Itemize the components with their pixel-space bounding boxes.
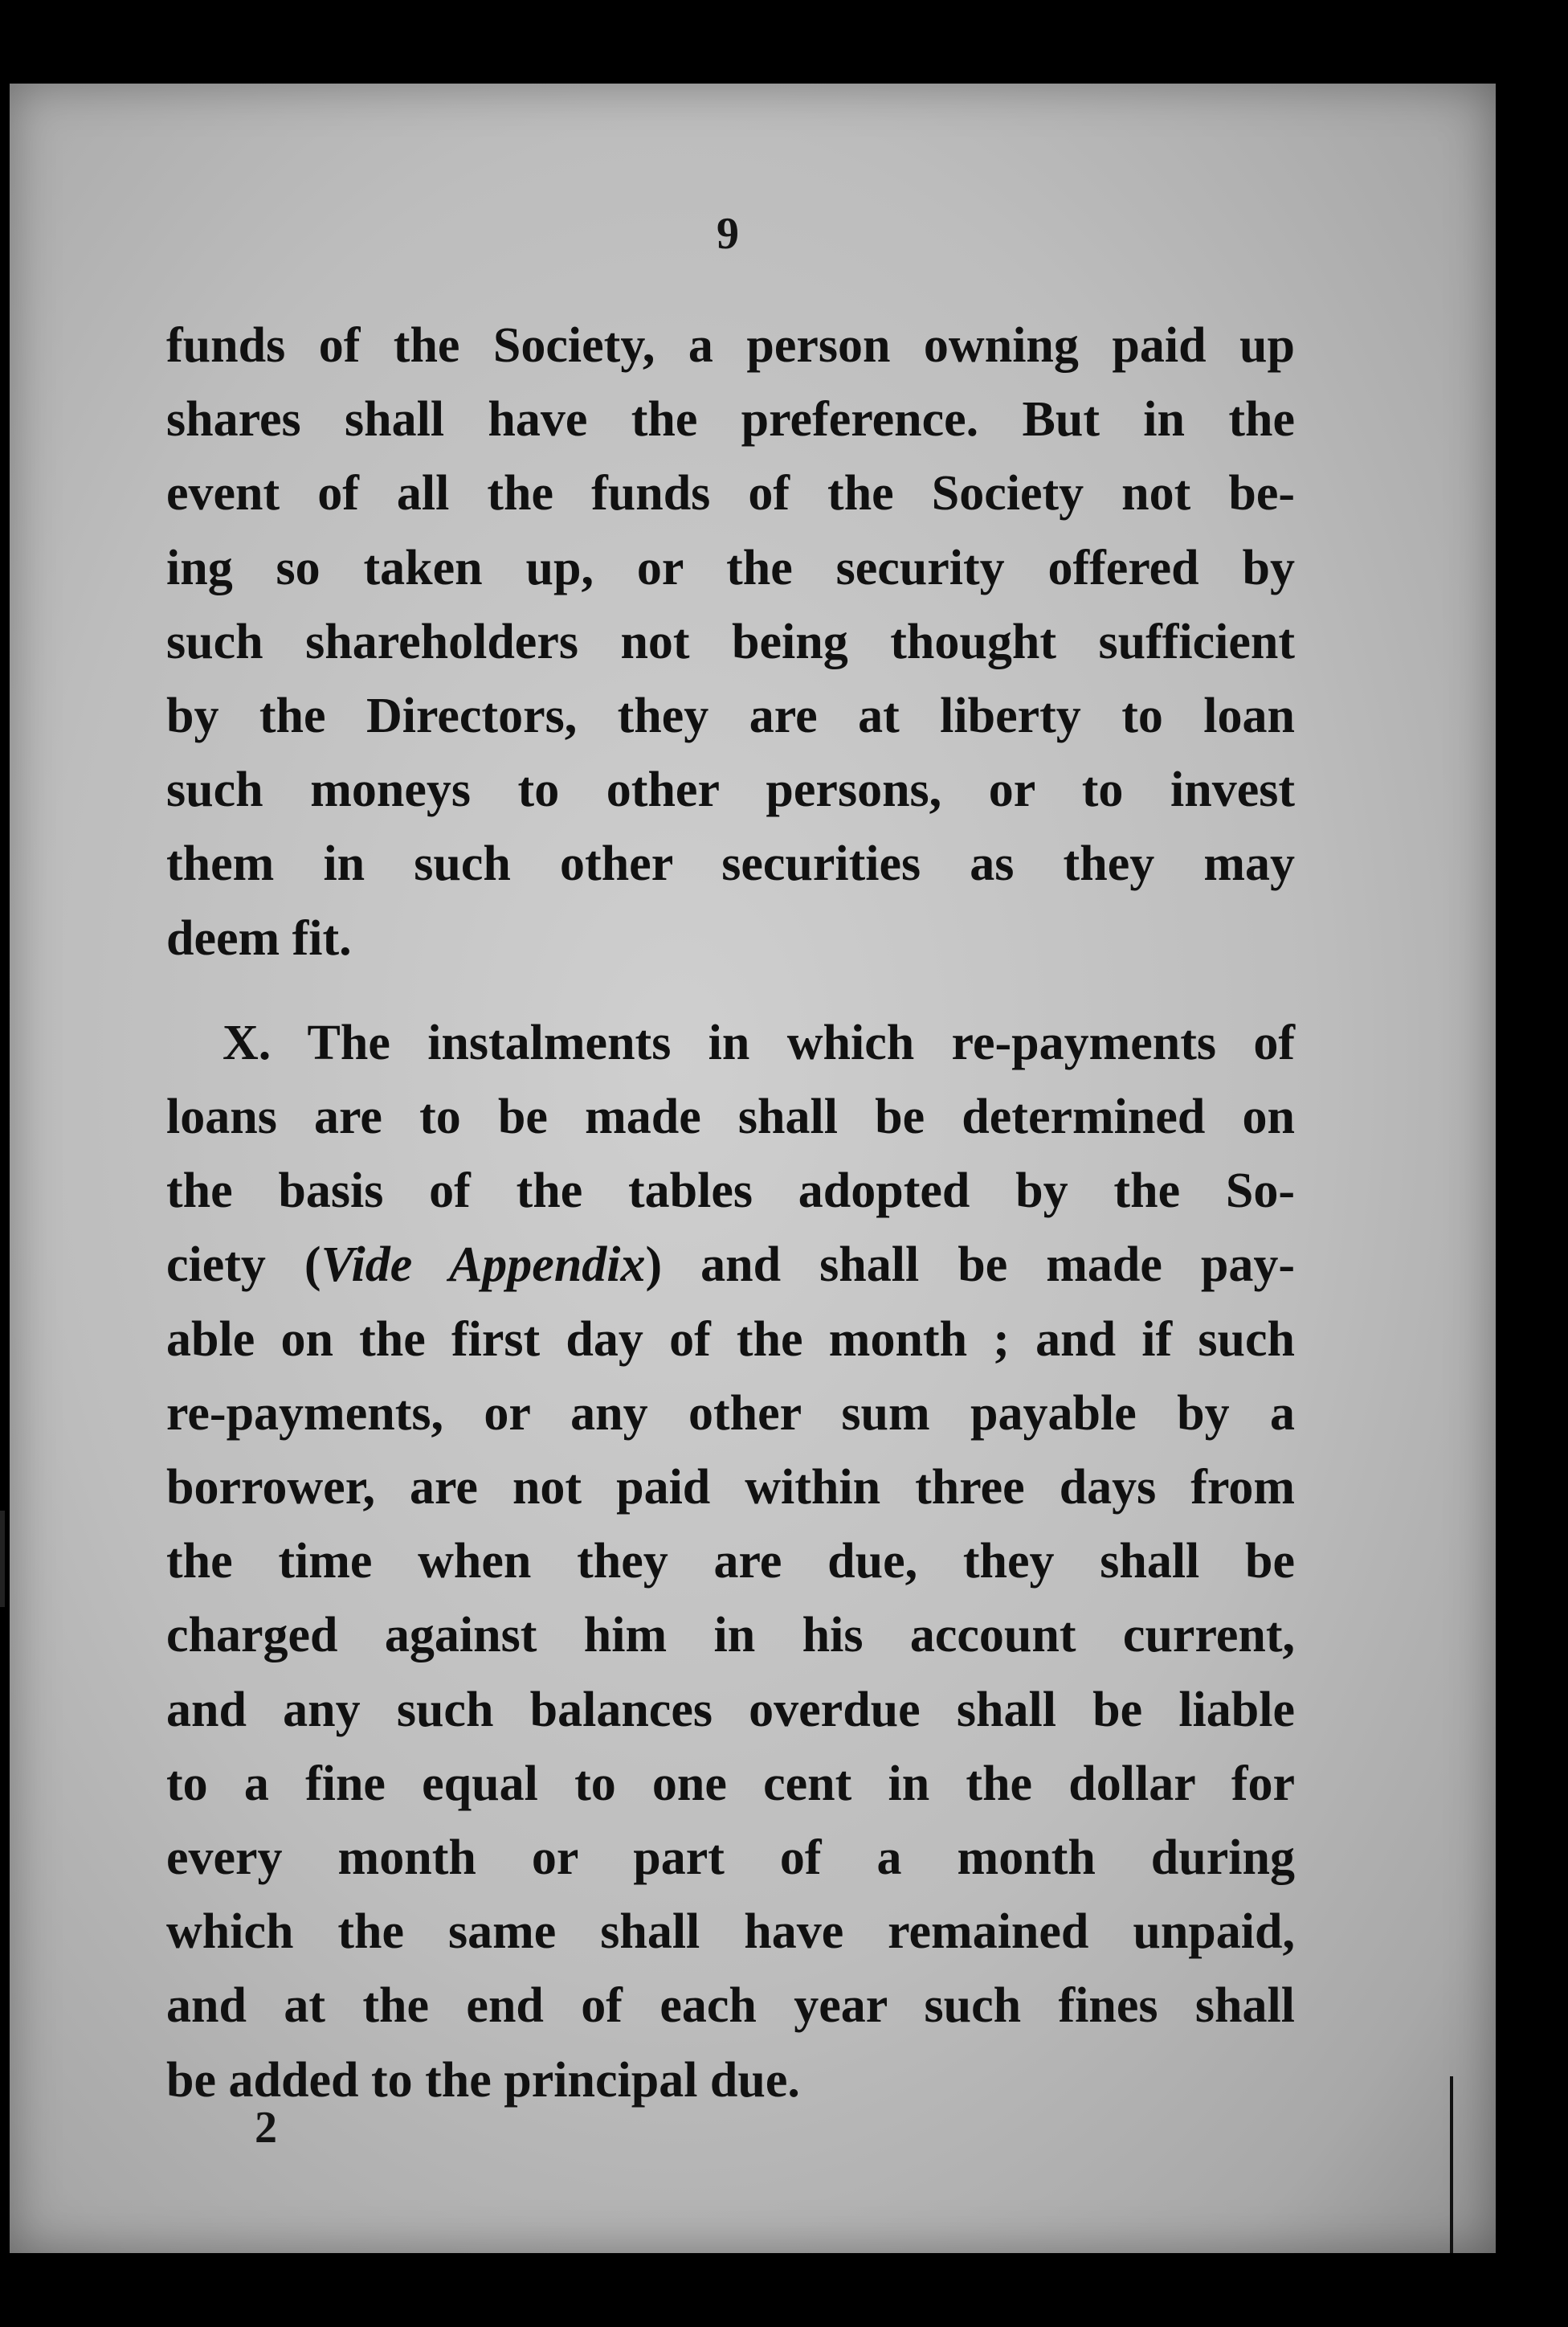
text-line: to a fine equal to one cent in the dollar for xyxy=(166,1756,1295,1811)
text-line: and any such balances overdue shall be liable xyxy=(166,1682,1295,1737)
text-line: shares shall have the preference. But in the xyxy=(166,392,1295,448)
scan-edge-mark xyxy=(1450,2076,1453,2253)
text-line: and at the end of each year such fines shall xyxy=(166,1978,1295,2034)
text-line: ing so taken up, or the security offered by xyxy=(166,540,1295,595)
paragraph-2-section-x xyxy=(166,1006,1295,2117)
text-line: charged against him in his account current, xyxy=(166,1608,1295,1663)
text-line: such shareholders not being thought sufficient xyxy=(166,614,1295,669)
text-line: such moneys to other persons, or to invest xyxy=(166,763,1295,818)
printer-signature-mark: 2 xyxy=(255,2103,277,2153)
paragraph-gap xyxy=(166,975,1295,1006)
text-line: able on the first day of the month ; and if such xyxy=(166,1311,1295,1367)
text-line: re-payments, or any other sum payable by a xyxy=(166,1385,1295,1441)
paragraph-1 xyxy=(166,309,1295,975)
text-fragment: ciety ( xyxy=(166,1237,321,1293)
text-line: by the Directors, they are at liberty to loan xyxy=(166,689,1295,744)
text-line: funds of the Society, a person owning paid up xyxy=(166,318,1295,373)
text-line: deem fit. xyxy=(166,910,352,966)
text-line: the basis of the tables adopted by the So- xyxy=(166,1164,1295,1219)
text-line: them in such other securities as they may xyxy=(166,836,1295,892)
italic-reference: Vide Appendix xyxy=(321,1237,646,1293)
text-fragment: ) and shall be made pay- xyxy=(645,1237,1295,1293)
text-line: event of all the funds of the Society not be- xyxy=(166,466,1295,521)
text-line: X. The instalments in which re-payments of xyxy=(223,1015,1295,1070)
text-line: borrower, are not paid within three days from xyxy=(166,1460,1295,1515)
text-line: which the same shall have remained unpaid, xyxy=(166,1904,1295,1960)
page-number: 9 xyxy=(717,209,739,259)
text-line: the time when they are due, they shall be xyxy=(166,1534,1295,1589)
book-page xyxy=(10,84,1496,2253)
text-line-with-italic xyxy=(166,1228,1295,1302)
text-line: loans are to be made shall be determined on xyxy=(166,1090,1295,1145)
scan-edge-mark xyxy=(0,1511,5,1607)
text-line: every month or part of a month during xyxy=(166,1830,1295,1886)
body-text xyxy=(166,309,1295,2117)
text-line: be added to the principal due. xyxy=(166,2052,800,2108)
